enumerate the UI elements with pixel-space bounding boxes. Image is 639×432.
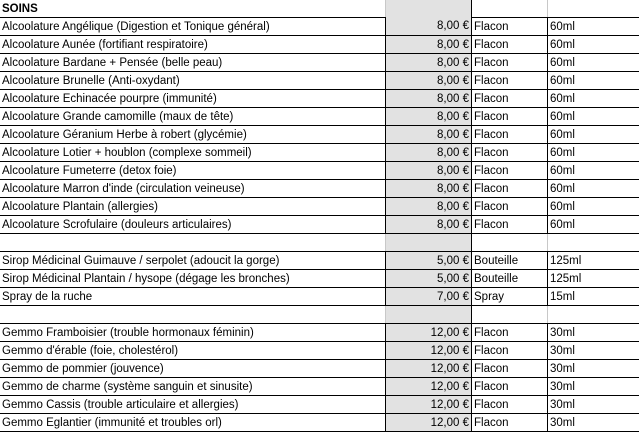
table-row <box>0 54 639 72</box>
price-cell[interactable]: 5,00 € <box>386 270 472 288</box>
cell-empty[interactable] <box>0 234 386 252</box>
unit-cell[interactable]: Flacon <box>472 144 548 162</box>
unit-cell[interactable]: Flacon <box>472 162 548 180</box>
volume-cell[interactable]: 30ml <box>548 396 639 414</box>
product-name-cell[interactable]: Gemmo de pommier (jouvence) <box>0 360 386 378</box>
unit-cell[interactable]: Flacon <box>472 414 548 432</box>
table-row <box>0 378 639 396</box>
volume-cell[interactable]: 60ml <box>548 18 639 36</box>
price-cell[interactable]: 12,00 € <box>386 396 472 414</box>
cell-empty[interactable] <box>472 306 548 324</box>
price-cell[interactable]: 12,00 € <box>386 378 472 396</box>
volume-cell[interactable]: 15ml <box>548 288 639 306</box>
table-row <box>0 162 639 180</box>
volume-cell[interactable]: 60ml <box>548 198 639 216</box>
unit-cell[interactable]: Flacon <box>472 198 548 216</box>
unit-cell[interactable]: Flacon <box>472 18 548 36</box>
table-row <box>0 18 639 36</box>
header-row <box>0 0 639 18</box>
product-name-cell[interactable]: Gemmo d'érable (foie, cholestérol) <box>0 342 386 360</box>
price-cell[interactable]: 12,00 € <box>386 324 472 342</box>
product-name-cell[interactable]: Alcoolature Aunée (fortifiant respiratoire) <box>0 36 386 54</box>
product-name-cell[interactable]: Alcoolature Marron d'inde (circulation veineuse) <box>0 180 386 198</box>
unit-cell[interactable]: Flacon <box>472 180 548 198</box>
unit-cell[interactable]: Bouteille <box>472 270 548 288</box>
volume-cell[interactable]: 60ml <box>548 162 639 180</box>
price-cell[interactable]: 12,00 € <box>386 342 472 360</box>
product-name-cell[interactable]: Alcoolature Lotier + houblon (complexe sommeil) <box>0 144 386 162</box>
blank-separator-row <box>0 234 639 252</box>
volume-cell[interactable]: 125ml <box>548 252 639 270</box>
unit-cell[interactable]: Flacon <box>472 342 548 360</box>
price-cell[interactable]: 12,00 € <box>386 414 472 432</box>
volume-cell[interactable]: 60ml <box>548 144 639 162</box>
price-cell[interactable]: 8,00 € <box>386 144 472 162</box>
unit-cell[interactable]: Flacon <box>472 72 548 90</box>
price-cell[interactable]: 8,00 € <box>386 108 472 126</box>
price-cell[interactable]: 5,00 € <box>386 252 472 270</box>
product-name-cell[interactable]: Gemmo Framboisier (trouble hormonaux féminin) <box>0 324 386 342</box>
table-row <box>0 144 639 162</box>
unit-cell[interactable]: Flacon <box>472 216 548 234</box>
product-name-cell[interactable]: Sirop Médicinal Guimauve / serpolet (adoucit la gorge) <box>0 252 386 270</box>
product-name-cell[interactable]: Alcoolature Angélique (Digestion et Tonique général) <box>0 18 386 36</box>
product-name-cell[interactable]: Alcoolature Brunelle (Anti-oxydant) <box>0 72 386 90</box>
volume-cell[interactable]: 60ml <box>548 216 639 234</box>
table-row <box>0 342 639 360</box>
volume-cell[interactable]: 60ml <box>548 90 639 108</box>
volume-cell[interactable]: 60ml <box>548 108 639 126</box>
table-row <box>0 72 639 90</box>
unit-cell[interactable]: Flacon <box>472 36 548 54</box>
table-row <box>0 108 639 126</box>
table-row <box>0 252 639 270</box>
volume-cell[interactable]: 30ml <box>548 342 639 360</box>
price-cell[interactable]: 8,00 € <box>386 180 472 198</box>
table-row <box>0 90 639 108</box>
cell-empty[interactable] <box>472 234 548 252</box>
product-name-cell[interactable]: Spray de la ruche <box>0 288 386 306</box>
table-row <box>0 36 639 54</box>
product-name-cell[interactable]: Alcoolature Fumeterre (detox foie) <box>0 162 386 180</box>
product-name-cell[interactable]: Alcoolature Plantain (allergies) <box>0 198 386 216</box>
volume-cell[interactable]: 30ml <box>548 324 639 342</box>
product-name-cell[interactable]: Alcoolature Scrofulaire (douleurs articulaires) <box>0 216 386 234</box>
volume-cell[interactable]: 60ml <box>548 126 639 144</box>
unit-cell[interactable]: Flacon <box>472 396 548 414</box>
table-row <box>0 288 639 306</box>
unit-cell[interactable]: Spray <box>472 288 548 306</box>
price-cell[interactable]: 7,00 € <box>386 288 472 306</box>
table-row <box>0 414 639 432</box>
cell-empty[interactable] <box>548 306 639 324</box>
volume-cell[interactable]: 60ml <box>548 54 639 72</box>
product-name-cell[interactable]: Alcoolature Géranium Herbe à robert (glycémie) <box>0 126 386 144</box>
table-row <box>0 396 639 414</box>
section-title-cell[interactable]: SOINS <box>0 0 386 18</box>
price-cell[interactable]: 8,00 € <box>386 36 472 54</box>
table-row <box>0 324 639 342</box>
product-name-cell[interactable]: Gemmo Eglantier (immunité et troubles orl) <box>0 414 386 432</box>
unit-cell[interactable]: Bouteille <box>472 252 548 270</box>
table-row <box>0 126 639 144</box>
product-name-cell[interactable]: Sirop Médicinal Plantain / hysope (dégage les bronches) <box>0 270 386 288</box>
table-row <box>0 216 639 234</box>
volume-cell[interactable]: 60ml <box>548 72 639 90</box>
volume-cell[interactable]: 30ml <box>548 414 639 432</box>
table-row <box>0 360 639 378</box>
unit-cell[interactable]: Flacon <box>472 324 548 342</box>
price-cell[interactable]: 8,00 € <box>386 162 472 180</box>
unit-cell[interactable]: Flacon <box>472 54 548 72</box>
volume-cell[interactable]: 60ml <box>548 180 639 198</box>
product-name-cell[interactable]: Gemmo de charme (système sanguin et sinusite) <box>0 378 386 396</box>
price-cell[interactable]: 8,00 € <box>386 18 472 36</box>
cell-empty[interactable] <box>386 234 472 252</box>
product-name-cell[interactable]: Alcoolature Echinacée pourpre (immunité) <box>0 90 386 108</box>
cell-empty[interactable] <box>386 306 472 324</box>
price-cell[interactable]: 12,00 € <box>386 360 472 378</box>
table-row <box>0 270 639 288</box>
cell-empty[interactable] <box>548 234 639 252</box>
volume-cell[interactable]: 30ml <box>548 378 639 396</box>
table-row <box>0 198 639 216</box>
cell-empty[interactable] <box>386 0 472 18</box>
price-cell[interactable]: 8,00 € <box>386 54 472 72</box>
product-name-cell[interactable]: Alcoolature Grande camomille (maux de tête) <box>0 108 386 126</box>
price-cell[interactable]: 8,00 € <box>386 72 472 90</box>
volume-cell[interactable]: 30ml <box>548 360 639 378</box>
price-cell[interactable]: 8,00 € <box>386 216 472 234</box>
unit-cell[interactable]: Flacon <box>472 360 548 378</box>
unit-cell[interactable]: Flacon <box>472 108 548 126</box>
price-cell[interactable]: 8,00 € <box>386 90 472 108</box>
volume-cell[interactable]: 125ml <box>548 270 639 288</box>
cell-empty[interactable] <box>548 0 639 18</box>
blank-separator-row <box>0 306 639 324</box>
price-cell[interactable]: 8,00 € <box>386 126 472 144</box>
cell-empty[interactable] <box>0 306 386 324</box>
unit-cell[interactable]: Flacon <box>472 378 548 396</box>
unit-cell[interactable]: Flacon <box>472 126 548 144</box>
volume-cell[interactable]: 60ml <box>548 36 639 54</box>
unit-cell[interactable]: Flacon <box>472 90 548 108</box>
price-cell[interactable]: 8,00 € <box>386 198 472 216</box>
product-name-cell[interactable]: Gemmo Cassis (trouble articulaire et allergies) <box>0 396 386 414</box>
cell-empty[interactable] <box>472 0 548 18</box>
product-name-cell[interactable]: Alcoolature Bardane + Pensée (belle peau) <box>0 54 386 72</box>
table-row <box>0 180 639 198</box>
